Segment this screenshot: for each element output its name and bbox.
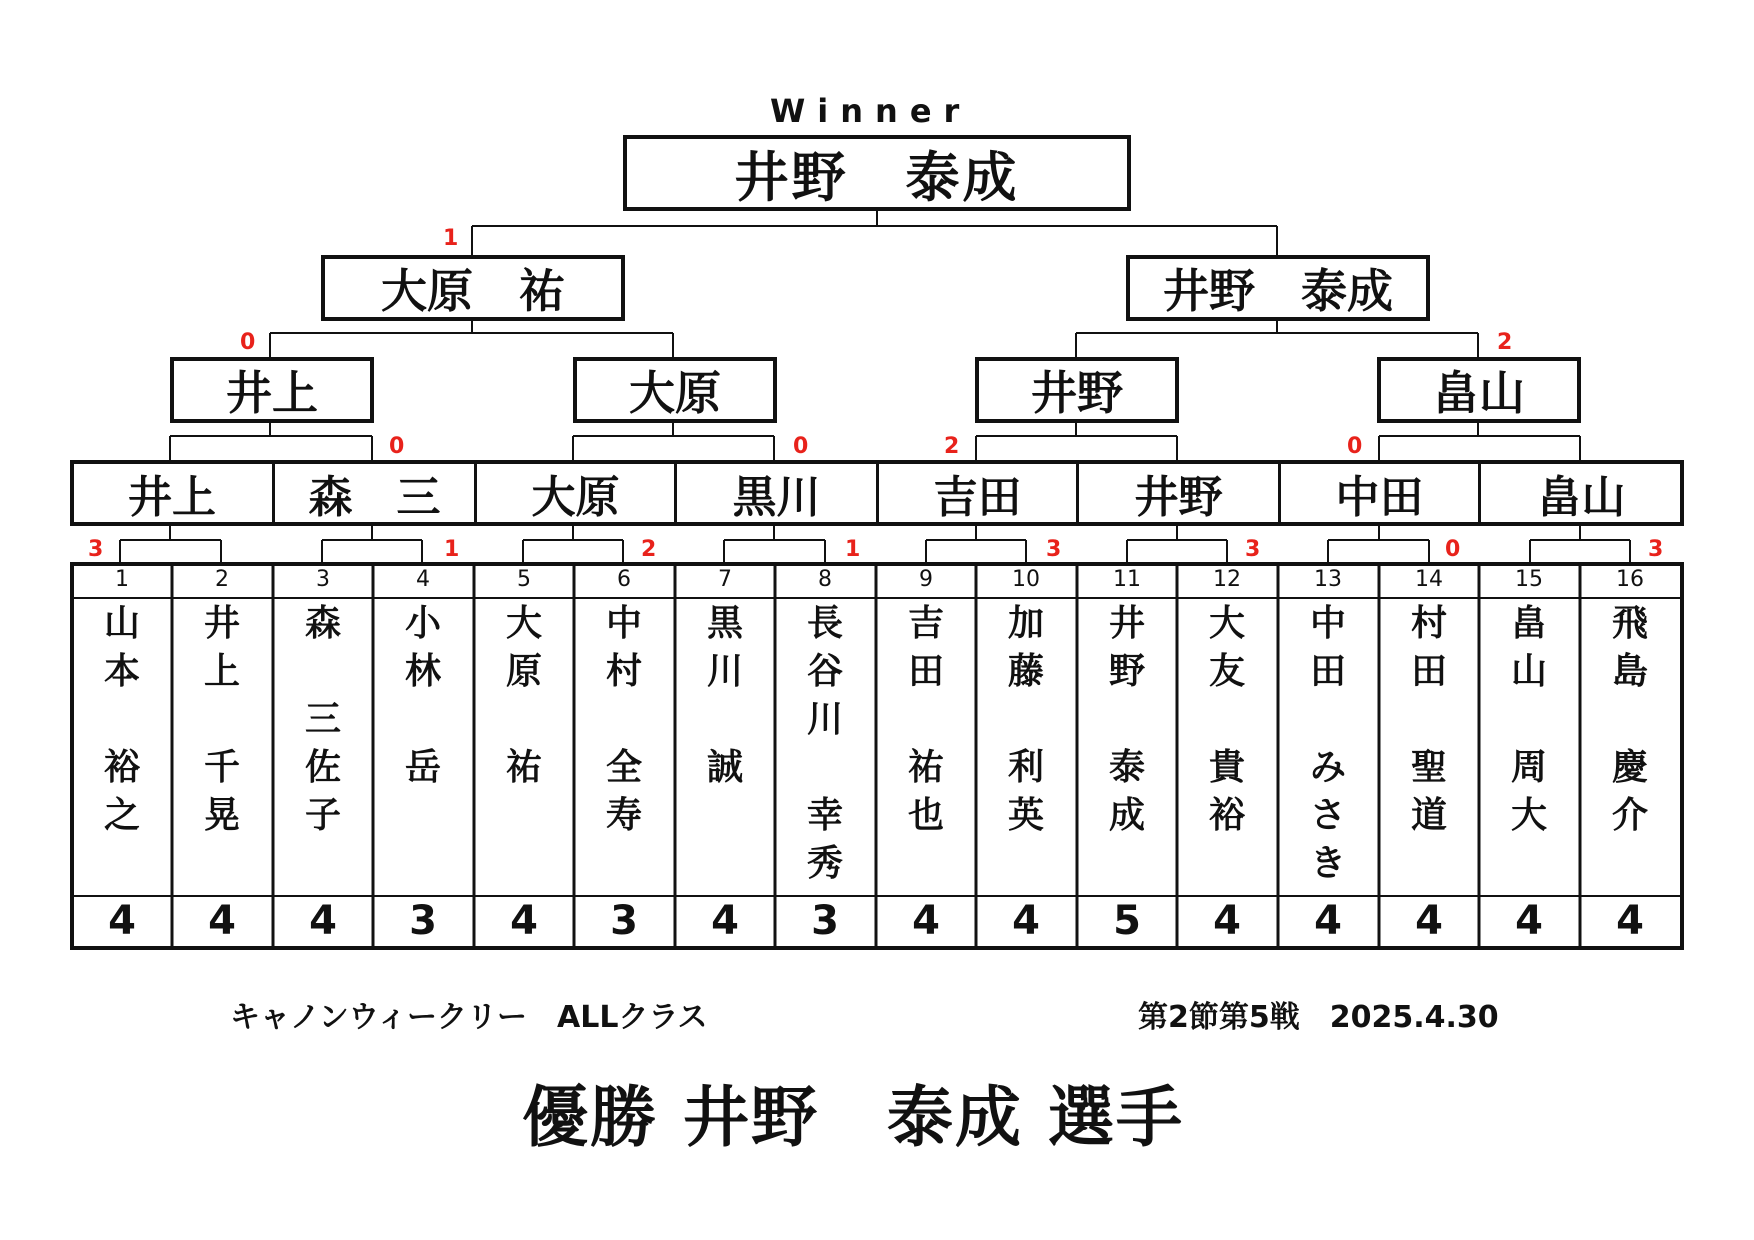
first-round-score-7-right: 0 bbox=[1445, 537, 1461, 562]
champion-banner: 優勝 井野 泰成 選手 bbox=[522, 1079, 1184, 1156]
semifinal-left-score: 1 bbox=[443, 226, 459, 251]
first-round-score-8-right: 3 bbox=[1648, 537, 1664, 562]
round16-cell-5: 吉田 bbox=[876, 462, 1076, 524]
first-round-score-1-left: 3 bbox=[88, 537, 104, 562]
player-seed: 11 bbox=[1113, 567, 1141, 592]
player-number: 4 bbox=[309, 898, 337, 944]
player-number: 4 bbox=[1314, 898, 1342, 944]
player-seed: 4 bbox=[416, 567, 430, 592]
player-seed: 5 bbox=[517, 567, 531, 592]
player-number: 3 bbox=[409, 898, 437, 944]
round16-score-2: 0 bbox=[389, 434, 405, 459]
round16-cell-1: 井上 bbox=[128, 472, 216, 523]
semifinal-right-box: 井野 泰成 bbox=[1126, 255, 1430, 321]
quarterfinal-score-1: 0 bbox=[240, 330, 256, 355]
round16-score-4: 0 bbox=[793, 434, 809, 459]
player-name: 大 原 祐 bbox=[505, 603, 542, 788]
round16-cell-4: 黒川 bbox=[674, 462, 876, 524]
player-number: 4 bbox=[1012, 898, 1040, 944]
player-name: 井 上 千 晃 bbox=[203, 603, 240, 836]
player-name: 村 田 聖 道 bbox=[1410, 603, 1447, 836]
player-seed: 3 bbox=[316, 567, 330, 592]
round16-cell-6: 井野 bbox=[1076, 462, 1278, 524]
quarterfinal-box-4: 畠山 bbox=[1377, 357, 1581, 423]
player-seed: 12 bbox=[1213, 567, 1241, 592]
first-round-score-2-right: 1 bbox=[444, 537, 460, 562]
player-number: 4 bbox=[1616, 898, 1644, 944]
player-number: 4 bbox=[1213, 898, 1241, 944]
first-round-score-6-right: 3 bbox=[1245, 537, 1261, 562]
player-name: 吉 田 祐 也 bbox=[907, 603, 944, 836]
player-seed: 1 bbox=[115, 567, 129, 592]
player-number: 3 bbox=[811, 898, 839, 944]
player-name: 大 友 貴 裕 bbox=[1208, 603, 1245, 836]
player-name: 井 野 泰 成 bbox=[1108, 603, 1145, 836]
semifinal-left-box: 大原 祐 bbox=[321, 255, 625, 321]
player-seed: 10 bbox=[1012, 567, 1040, 592]
player-seed: 9 bbox=[919, 567, 933, 592]
player-seed: 2 bbox=[215, 567, 229, 592]
event-date: 第2節第5戦 2025.4.30 bbox=[1138, 1000, 1499, 1035]
quarterfinal-score-4: 2 bbox=[1497, 330, 1513, 355]
player-number: 4 bbox=[208, 898, 236, 944]
player-number: 3 bbox=[610, 898, 638, 944]
player-number: 5 bbox=[1113, 898, 1141, 944]
round16-cell-8: 畠山 bbox=[1478, 462, 1682, 524]
player-name: 中 田 み さ き bbox=[1309, 603, 1346, 884]
final-winner-box: 井野 泰成 bbox=[623, 135, 1131, 211]
quarterfinal-box-3: 井野 bbox=[975, 357, 1179, 423]
player-name: 加 藤 利 英 bbox=[1007, 603, 1044, 836]
first-round-score-5-right: 3 bbox=[1046, 537, 1062, 562]
player-number: 4 bbox=[711, 898, 739, 944]
player-number: 4 bbox=[108, 898, 136, 944]
quarterfinal-box-1: 井上 bbox=[170, 357, 374, 423]
player-number: 4 bbox=[510, 898, 538, 944]
player-name: 飛 島 慶 介 bbox=[1611, 603, 1648, 836]
player-seed: 15 bbox=[1515, 567, 1543, 592]
first-round-score-4-right: 1 bbox=[845, 537, 861, 562]
winner-label: Winner bbox=[770, 92, 972, 130]
round16-cell-7: 中田 bbox=[1278, 462, 1478, 524]
player-name: 長 谷 川 幸 秀 bbox=[806, 603, 843, 884]
player-name: 山 本 裕 之 bbox=[103, 603, 140, 836]
event-title: キャノンウィークリー ALLクラス bbox=[230, 1000, 708, 1035]
player-seed: 7 bbox=[718, 567, 732, 592]
round16-score-7: 0 bbox=[1347, 434, 1363, 459]
player-number: 4 bbox=[1415, 898, 1443, 944]
player-seed: 14 bbox=[1415, 567, 1443, 592]
player-name: 小 林 岳 bbox=[404, 603, 441, 788]
player-name: 畠 山 周 大 bbox=[1510, 603, 1547, 836]
player-seed: 13 bbox=[1314, 567, 1342, 592]
round16-score-5: 2 bbox=[944, 434, 960, 459]
player-name: 森 三 佐 子 bbox=[304, 603, 341, 836]
round16-cell-3: 大原 bbox=[474, 462, 674, 524]
player-seed: 8 bbox=[818, 567, 832, 592]
round16-cell-2: 森 三 bbox=[272, 462, 474, 524]
player-seed: 6 bbox=[617, 567, 631, 592]
player-number: 4 bbox=[1515, 898, 1543, 944]
player-name: 中 村 全 寿 bbox=[605, 603, 642, 836]
first-round-score-3-right: 2 bbox=[641, 537, 657, 562]
player-seed: 16 bbox=[1616, 567, 1644, 592]
player-number: 4 bbox=[912, 898, 940, 944]
quarterfinal-box-2: 大原 bbox=[573, 357, 777, 423]
player-name: 黒 川 誠 bbox=[706, 603, 743, 788]
